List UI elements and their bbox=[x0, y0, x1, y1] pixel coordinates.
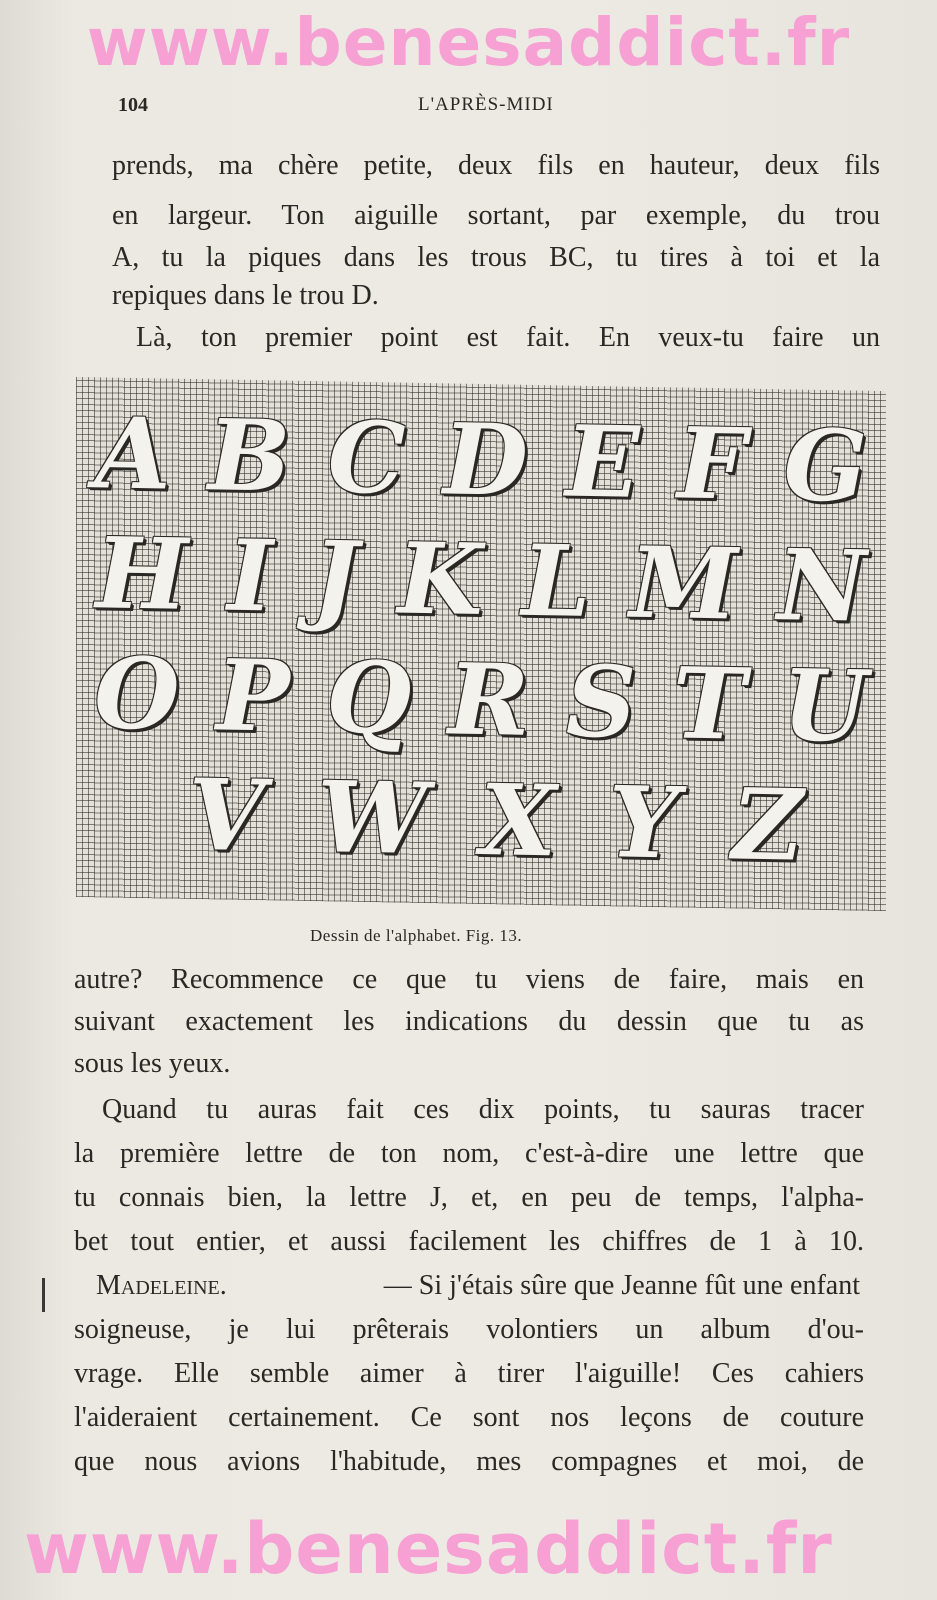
figure-letter: Q bbox=[326, 640, 412, 757]
figure-letter: C bbox=[327, 400, 406, 517]
text-line: que nous avions l'habitude, mes compagnes et moi, de bbox=[74, 1446, 864, 1477]
figure-letter: G bbox=[783, 408, 868, 525]
figure-letter: I bbox=[227, 518, 273, 635]
figure-caption: Dessin de l'alphabet. Fig. 13. bbox=[310, 926, 523, 945]
figure-letter: D bbox=[442, 402, 528, 519]
figure-letter: X bbox=[480, 762, 557, 880]
speaker-name: Madeleine. bbox=[96, 1270, 227, 1301]
figure-letter: O bbox=[94, 636, 180, 753]
figure-letter: R bbox=[447, 642, 530, 759]
text-line: sous les yeux. bbox=[74, 1048, 231, 1079]
figure-letter: A bbox=[94, 396, 171, 513]
margin-mark bbox=[42, 1278, 45, 1312]
text-line: en largeur. Ton aiguille sortant, par exemple, du trou bbox=[112, 200, 880, 231]
text-line: Quand tu auras fait ces dix points, tu sauras tracer bbox=[102, 1094, 864, 1125]
text-line: soigneuse, je lui prêterais volontiers un album d'ou- bbox=[74, 1314, 864, 1345]
figure-letter: T bbox=[672, 646, 746, 763]
text-line: suivant exactement les indications du dessin que tu as bbox=[74, 1006, 864, 1037]
figure-letter: J bbox=[311, 520, 359, 636]
text-line: bet tout entier, et aussi facilement les chiffres de 1 à 10. bbox=[74, 1226, 864, 1257]
figure-letter: L bbox=[521, 523, 591, 640]
figure-row-4 bbox=[136, 757, 856, 884]
figure-letter: B bbox=[207, 398, 291, 515]
text-line: Là, ton premier point est fait. En veux-tu faire un bbox=[136, 322, 880, 353]
watermark-top: www.benesaddict.fr bbox=[86, 4, 851, 81]
text-line: vrage. Elle semble aimer à tirer l'aiguille! Ces cahiers bbox=[74, 1358, 864, 1389]
figure-letter: K bbox=[397, 521, 483, 639]
figure-letter: E bbox=[565, 404, 640, 521]
figure-letter: V bbox=[188, 757, 265, 875]
figure-letter: N bbox=[776, 528, 867, 645]
text-line: repiques dans le trou D. bbox=[112, 280, 379, 311]
alphabet-embroidery-figure bbox=[76, 377, 886, 911]
figure-row-2 bbox=[76, 516, 886, 645]
figure-letter: F bbox=[676, 406, 747, 523]
figure-letter: M bbox=[629, 525, 738, 643]
dialogue-text: — Si j'étais sûre que Jeanne fût une enfant bbox=[383, 1270, 860, 1301]
figure-letter: Y bbox=[609, 765, 679, 882]
text-line: A, tu la piques dans les trous BC, tu tires à toi et la bbox=[112, 242, 880, 273]
figure-row-3 bbox=[76, 636, 886, 765]
running-head bbox=[0, 92, 937, 122]
figure-letter: W bbox=[317, 760, 428, 878]
figure-letter: H bbox=[95, 516, 189, 633]
text-line: autre? Recommence ce que tu viens de faire, mais en bbox=[74, 964, 864, 995]
figure-letter: P bbox=[215, 638, 290, 755]
text-line: la première lettre de ton nom, c'est-à-dire une lettre que bbox=[74, 1138, 864, 1169]
figure-letter: S bbox=[565, 644, 637, 761]
watermark-bottom: www.benesaddict.fr bbox=[24, 1508, 833, 1590]
text-line: tu connais bien, la lettre J, et, en peu de temps, l'alpha- bbox=[74, 1182, 864, 1213]
page-number: 104 bbox=[118, 94, 148, 116]
text-line: l'aideraient certainement. Ce sont nos leçons de couture bbox=[74, 1402, 864, 1433]
figure-row-1 bbox=[76, 396, 886, 525]
text-line bbox=[96, 1270, 860, 1302]
figure-letter: U bbox=[782, 648, 868, 765]
figure-letter: Z bbox=[731, 767, 804, 884]
running-head-title: L'APRÈS-MIDI bbox=[418, 94, 554, 115]
text-line: prends, ma chère petite, deux fils en hauteur, deux fils bbox=[112, 150, 880, 181]
